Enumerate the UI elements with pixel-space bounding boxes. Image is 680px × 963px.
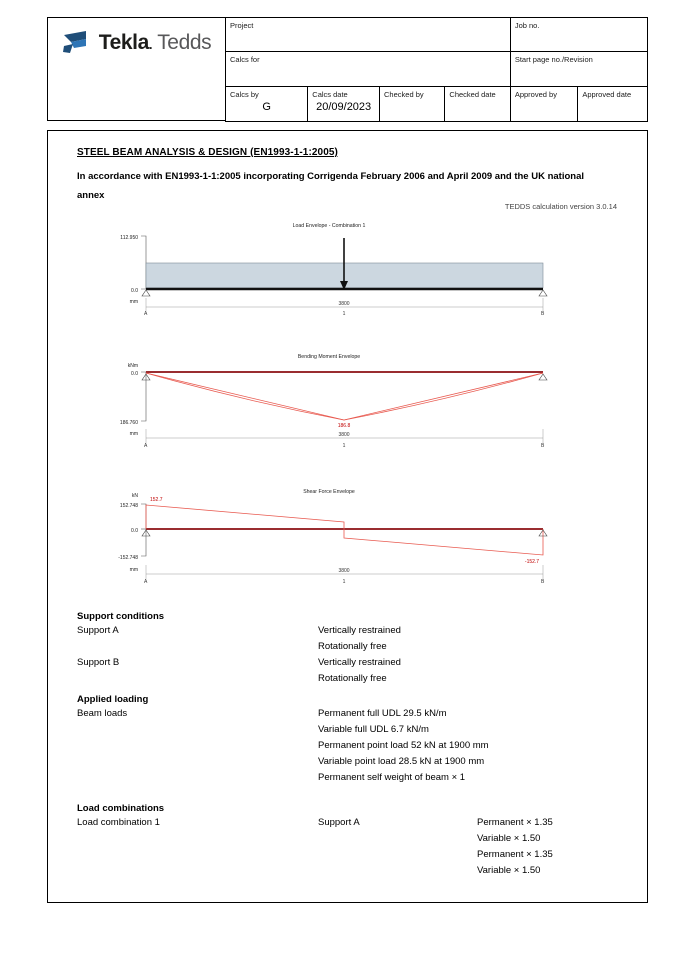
calcs-date-cell[interactable] (308, 87, 380, 122)
approved-by-cell[interactable] (510, 87, 578, 122)
beam-load-value-2: Variable full UDL 6.7 kN/m (318, 724, 429, 735)
bmd-ymax-label: 0.0 (131, 371, 138, 377)
brand-name-light: Tedds (157, 31, 212, 54)
bmd-title: Bending Moment Envelope (297, 354, 361, 360)
support-b-symbol (539, 290, 547, 296)
support-a-row-2 (77, 641, 617, 657)
project-cell[interactable] (226, 18, 511, 52)
sfd-node-a-label: A (144, 579, 148, 585)
job-no-cell[interactable] (510, 18, 647, 52)
applied-loading-section (77, 694, 617, 788)
calcs-by-value: G (262, 101, 271, 113)
calcs-by-label: Calcs by (230, 90, 259, 99)
header-info-table (225, 17, 648, 122)
support-a-label: Support A (77, 625, 119, 636)
beam-loads-label: Beam loads (77, 708, 128, 719)
applied-loading-heading: Applied loading (77, 694, 149, 705)
approved-by-label: Approved by (514, 90, 557, 99)
start-page-cell[interactable] (510, 52, 647, 87)
load-node-a-label: A (144, 311, 148, 317)
project-label: Project (230, 21, 254, 30)
support-a-row (77, 625, 617, 641)
bmd-node-b-label: B (541, 443, 545, 449)
brand-logo-cell (47, 17, 225, 121)
beam-loads-row-3 (77, 740, 617, 756)
sfd-span-dimension (144, 565, 545, 585)
bmd-yunit-label: kNm (127, 363, 138, 369)
brand-name-dot: . (148, 37, 153, 52)
sfd-title: Shear Force Envelope (303, 489, 355, 495)
beam-loads-row-1 (77, 708, 617, 724)
beam-loads-row-4 (77, 756, 617, 772)
load-envelope-diagram (77, 219, 617, 317)
beam-load-value-1: Permanent full UDL 29.5 kN/m (318, 708, 447, 719)
document-header (47, 17, 648, 121)
load-node-b-label: B (541, 311, 545, 317)
bmd-peak-label: 186.8 (337, 423, 351, 429)
beam-loads-row-5 (77, 772, 617, 788)
bmd-envelope-curve (146, 373, 543, 420)
bmd-support-b-symbol (539, 374, 547, 380)
bmd-node-a-label: A (144, 443, 148, 449)
load-factor-3: Permanent × 1.35 (477, 849, 553, 860)
brand-name (99, 31, 211, 55)
calcs-by-cell[interactable] (226, 87, 308, 122)
bmd-span-dimension (144, 429, 545, 449)
sfd-peak-end-label: -152.7 (524, 559, 540, 565)
approved-date-cell[interactable] (578, 87, 648, 122)
support-conditions-section (77, 611, 617, 689)
support-a-value-2: Rotationally free (318, 641, 387, 652)
bmd-span-label: 3800 (338, 432, 350, 438)
tekla-tedds-logo (62, 29, 211, 57)
load-span-label: 3800 (338, 301, 350, 307)
load-combination-support: Support A (318, 817, 360, 828)
calcs-date-value: 20/09/2023 (316, 101, 372, 113)
sfd-yzero-label: 0.0 (131, 528, 138, 534)
bmd-envelope-linear (146, 373, 543, 420)
beam-loads-row-2 (77, 724, 617, 740)
support-b-row (77, 657, 617, 673)
load-ymax-label: 112.950 (120, 235, 138, 241)
load-factor-2: Variable × 1.50 (477, 833, 541, 844)
beam-load-value-5: Permanent self weight of beam × 1 (318, 772, 466, 783)
support-a-value-1: Vertically restrained (318, 625, 401, 636)
support-b-value-2: Rotationally free (318, 673, 387, 684)
load-factor-4: Variable × 1.50 (477, 865, 541, 876)
support-b-value-1: Vertically restrained (318, 657, 401, 668)
sfd-segment-label: 1 (342, 579, 346, 585)
support-a-symbol (142, 290, 150, 296)
load-combination-label: Load combination 1 (77, 817, 160, 828)
sfd-yunit-label: kN (131, 493, 138, 499)
load-combination-row-3 (77, 849, 617, 865)
support-b-label: Support B (77, 657, 120, 668)
load-segment-label: 1 (342, 311, 346, 317)
page-title: STEEL BEAM ANALYSIS & DESIGN (EN1993-1-1:2005) (77, 147, 338, 158)
page-subtitle: In accordance with EN1993-1-1:2005 incorporating Corrigenda February 2006 and April 2009 and the UK national annex (77, 171, 584, 201)
beam-load-value-3: Permanent point load 52 kN at 1900 mm (318, 740, 489, 751)
bmd-segment-label: 1 (342, 443, 346, 449)
beam-load-value-4: Variable point load 28.5 kN at 1900 mm (318, 756, 485, 767)
load-combination-row-1 (77, 817, 617, 833)
sfd-ymin-label: -152.748 (118, 555, 138, 561)
checked-date-label: Checked date (449, 90, 496, 99)
tedds-version: TEDDS calculation version 3.0.14 (504, 202, 617, 211)
load-combinations-section (77, 803, 617, 881)
support-b-row-2 (77, 673, 617, 689)
bending-moment-diagram (77, 349, 617, 449)
load-envelope-title: Load Envelope - Combination 1 (292, 223, 366, 229)
sfd-xunit-label: mm (129, 567, 138, 573)
load-combination-row-4 (77, 865, 617, 881)
load-combinations-heading: Load combinations (77, 803, 165, 814)
bmd-xunit-label: mm (129, 431, 138, 437)
approved-date-label: Approved date (582, 90, 632, 99)
calcs-for-label: Calcs for (230, 55, 260, 64)
load-xunit-label: mm (129, 299, 138, 305)
sfd-span-label: 3800 (338, 568, 350, 574)
job-no-label: Job no. (514, 21, 540, 30)
load-ymin-label: 0.0 (131, 288, 138, 294)
load-factor-1: Permanent × 1.35 (477, 817, 553, 828)
calculation-page (47, 130, 648, 903)
sfd-envelope (146, 505, 543, 555)
start-page-label: Start page no./Revision (514, 55, 593, 64)
calcs-date-label: Calcs date (312, 90, 348, 99)
sfd-ymax-label: 152.748 (119, 503, 138, 509)
bmd-ymin-label: 186.760 (119, 420, 138, 426)
load-span-dimension (144, 298, 545, 317)
checked-by-cell[interactable] (380, 87, 445, 122)
sfd-node-b-label: B (541, 579, 545, 585)
shear-force-diagram (77, 483, 617, 585)
checked-by-label: Checked by (384, 90, 424, 99)
support-conditions-heading: Support conditions (77, 611, 165, 622)
sfd-peak-start-label: 152.7 (150, 497, 163, 503)
load-combination-row-2 (77, 833, 617, 849)
checked-date-cell[interactable] (445, 87, 510, 122)
calcs-for-cell[interactable] (226, 52, 511, 87)
brand-name-bold: Tekla (98, 31, 149, 54)
tekla-logo-icon (62, 29, 92, 57)
